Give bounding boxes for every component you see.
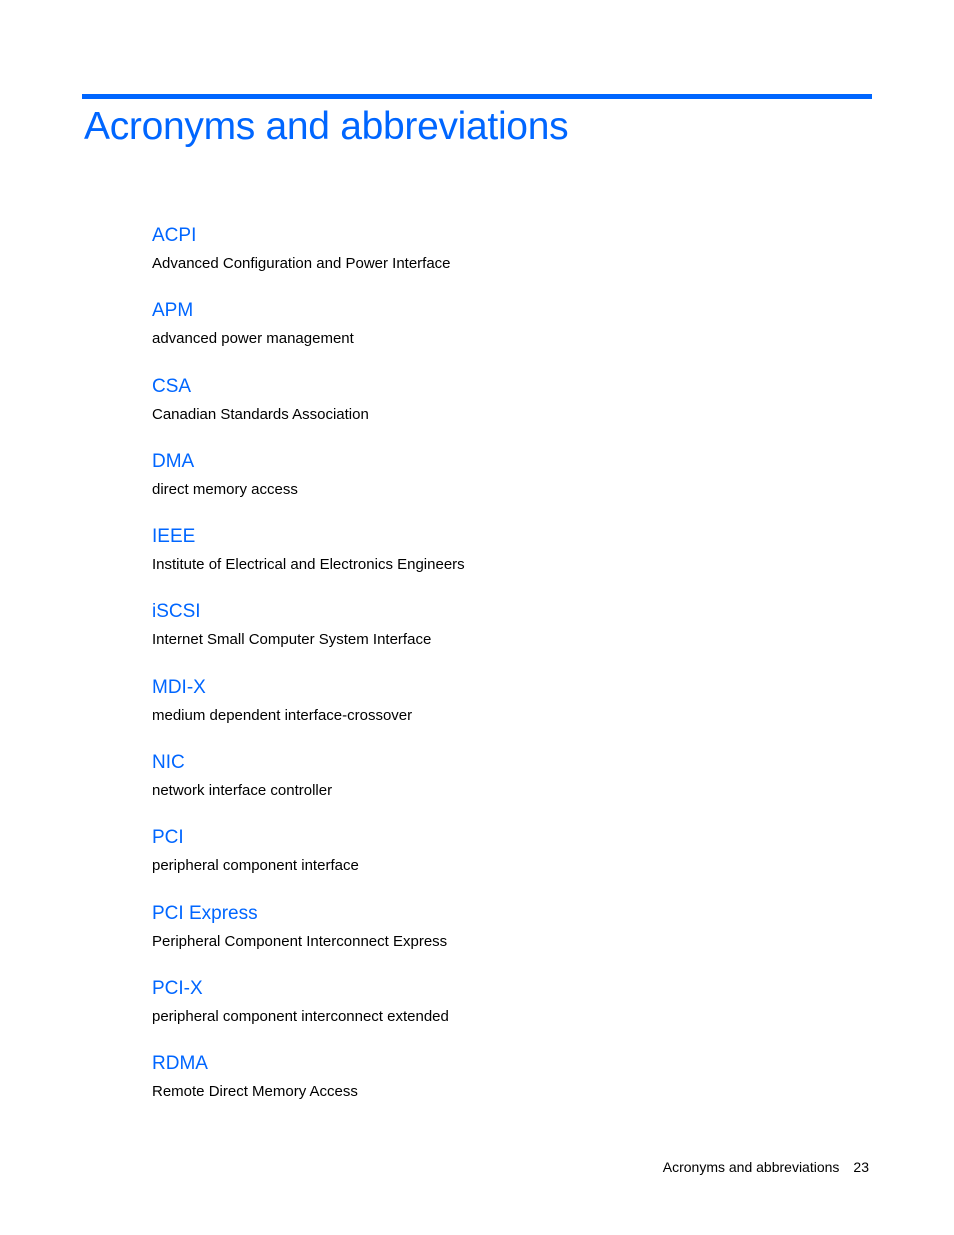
page-footer bbox=[663, 1157, 869, 1177]
acronym-entry bbox=[152, 598, 852, 673]
acronym-definition: Canadian Standards Association bbox=[152, 405, 369, 423]
acronym-entry bbox=[152, 222, 852, 297]
acronym-definition: Internet Small Computer System Interface bbox=[152, 631, 432, 649]
acronym-term: APM bbox=[152, 300, 194, 322]
acronym-entry bbox=[152, 297, 852, 372]
acronym-term: IEEE bbox=[152, 526, 196, 548]
acronym-definition: medium dependent interface-crossover bbox=[152, 706, 413, 724]
acronym-entry bbox=[152, 1050, 852, 1125]
acronym-term: MDI-X bbox=[152, 676, 206, 698]
acronym-term: PCI bbox=[152, 827, 184, 849]
acronym-entry bbox=[152, 824, 852, 899]
acronym-entry bbox=[152, 448, 852, 523]
acronym-term: ACPI bbox=[152, 225, 197, 246]
acronym-entry bbox=[152, 373, 852, 448]
acronym-definition: Advanced Configuration and Power Interface bbox=[152, 255, 451, 272]
page-title: Acronyms and abbreviations bbox=[84, 105, 569, 148]
acronym-list bbox=[152, 222, 852, 1126]
acronym-entry bbox=[152, 523, 852, 598]
acronym-entry bbox=[152, 975, 852, 1050]
acronym-definition: peripheral component interconnect extended bbox=[152, 1007, 449, 1025]
acronym-definition: Remote Direct Memory Access bbox=[152, 1083, 358, 1101]
page-number: 23 bbox=[853, 1159, 869, 1175]
acronym-definition: Institute of Electrical and Electronics Engineers bbox=[152, 556, 465, 574]
acronym-term: RDMA bbox=[152, 1053, 208, 1075]
footer-section-title: Acronyms and abbreviations bbox=[662, 1159, 840, 1175]
acronym-term: NIC bbox=[152, 752, 185, 774]
acronym-entry bbox=[152, 900, 852, 975]
acronym-entry bbox=[152, 749, 852, 824]
acronym-definition: advanced power management bbox=[152, 330, 354, 348]
acronym-term: PCI Express bbox=[152, 902, 258, 924]
acronym-definition: Peripheral Component Interconnect Express bbox=[152, 932, 448, 950]
acronym-entry bbox=[152, 674, 852, 749]
acronym-term: CSA bbox=[152, 375, 192, 397]
acronym-definition: direct memory access bbox=[152, 480, 298, 498]
acronym-term: iSCSI bbox=[152, 601, 201, 623]
acronym-definition: peripheral component interface bbox=[152, 857, 359, 875]
acronym-term: DMA bbox=[152, 450, 195, 472]
acronym-term: PCI-X bbox=[152, 977, 203, 999]
title-rule bbox=[82, 94, 872, 99]
acronym-definition: network interface controller bbox=[152, 782, 333, 800]
